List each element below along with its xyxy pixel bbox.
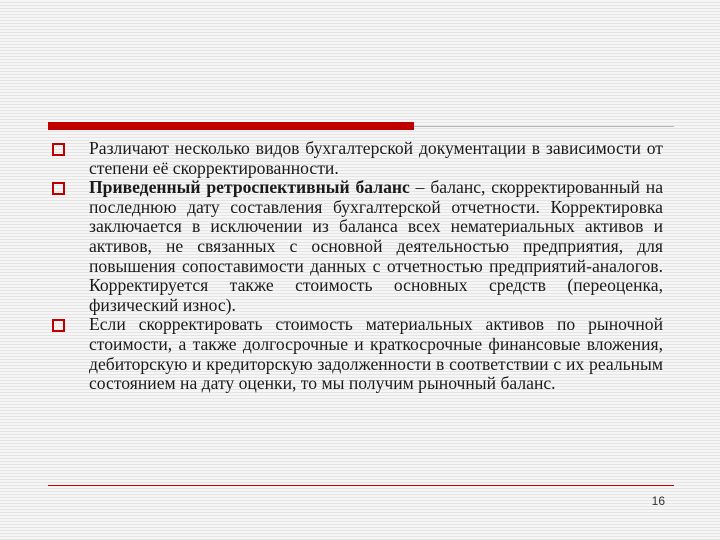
bottom-divider-line: [48, 485, 674, 486]
square-bullet-icon: [52, 182, 65, 195]
square-bullet-icon: [52, 143, 65, 156]
bullet-item-3: [52, 315, 663, 393]
bullet-3-text: Если скорректировать стоимость материальных активов по рыночной стоимости, а также долгосрочные и краткосрочные финансовые вложения, дебиторскую и кредиторскую задолженности в соответствии с их реальным состоянием на дату оценки, то мы получим рыночный баланс.: [89, 314, 663, 394]
bullet-2-text: – баланс, скорректированный на последнюю дату составления бухгалтерской отчетности. Корректировка заключается в исключении из баланса всех нематериальных активов и активов, не связанных с основной деятельностью предприятия, для повышения сопоставимости данных с отчетностью предприятий-аналогов. Корректируется также стоимость основных средств (переоценка, физический износ).: [89, 177, 663, 315]
square-bullet-icon: [52, 319, 65, 332]
bullet-2-lead-term: Приведенный ретроспективный баланс: [89, 177, 410, 198]
bullet-1-text: Различают несколько видов бухгалтерской документации в зависимости от степени её скорректированности.: [89, 138, 663, 178]
bullet-item-2: [52, 178, 663, 315]
page-number: 16: [651, 494, 665, 508]
top-accent-bar: [48, 122, 414, 130]
bullet-item-1: [52, 139, 663, 178]
slide-content: [52, 139, 663, 394]
